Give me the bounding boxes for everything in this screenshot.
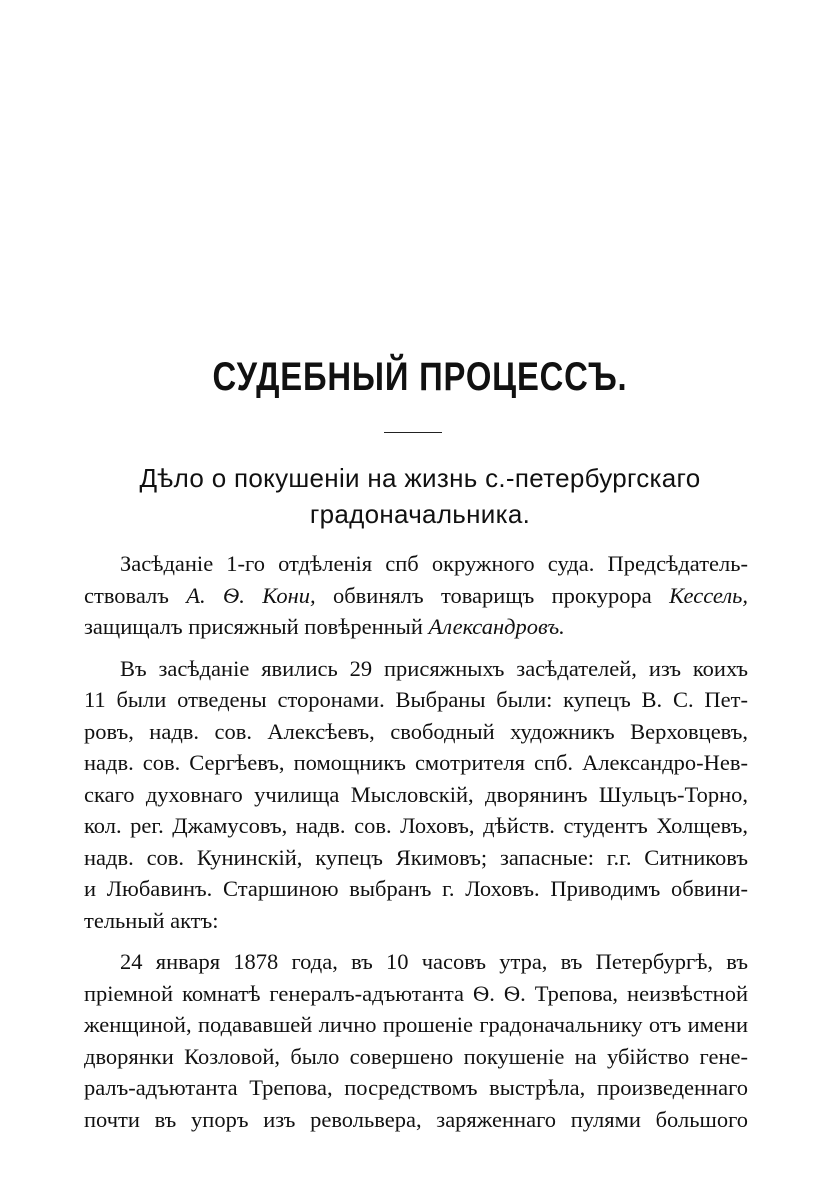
paragraph-2-line-5: скаго духовнаго училища Мысловскiй, дворянинъ Шульцъ-Торно, [84, 781, 748, 807]
subtitle-line-2: градоначальника. [309, 499, 531, 529]
paragraph-2-line-4: надв. сов. Сергѣевъ, помощникъ смотрителя спб. Александро-Нев- [84, 750, 748, 775]
presiding-judge-name: А. Ѳ. Кони, [186, 582, 316, 608]
text-segment: обвинялъ товарищъ прокурора [332, 582, 652, 608]
paragraph-2-line-2: 11 были отведены сторонами. Выбраны были: купецъ В. С. Пет- [84, 687, 748, 712]
paragraph-1-line-1: Засѣданiе 1-го отдѣленiя спб окружного суда. Предсѣдатель- [120, 551, 748, 576]
paragraph-1-line-3 [84, 611, 748, 643]
paragraph-2-line-3: ровъ, надв. сов. Алексѣевъ, свободный художникъ Верховцевъ, [84, 718, 748, 744]
text-segment: защищалъ присяжный повѣренный [84, 614, 423, 639]
paragraph-2-line-7: надв. сов. Кунинскiй, купецъ Якимовъ; запасные: г.г. Ситниковъ [84, 844, 748, 870]
paragraph-3-line-5: ралъ-адъютанта Трепова, посредствомъ выстрѣла, произведеннаго [84, 1075, 748, 1100]
paragraph-2-line-1: Въ засѣданiе явились 29 присяжныхъ засѣдателей, изъ коихъ [120, 655, 748, 681]
subtitle-line-1: Дѣло о покушенiи на жизнь с.-петербургскаго [139, 463, 701, 493]
page-title: СУДЕБНЫЙ ПРОЦЕССЪ. [212, 355, 628, 399]
paragraph-2-line-8: и Любавинъ. Старшиною выбранъ г. Лоховъ. Приводимъ обвини- [84, 876, 748, 901]
paragraph-3-line-2: прiемной комнатѣ генералъ-адъютанта Ѳ. Ѳ. Трепова, неизвѣстной [84, 980, 748, 1006]
paragraph-3-line-6: почти въ упоръ изъ револьвера, заряженнаго пулями большого [84, 1106, 748, 1132]
paragraph-2-line-9: тельный актъ: [84, 907, 219, 933]
paragraph-1-line-2 [84, 580, 748, 612]
paragraph-3-line-4: дворянки Козловой, было совершено покушенiе на убiйство гене- [84, 1043, 748, 1069]
title-divider [384, 432, 442, 433]
text-segment: ствовалъ [84, 582, 169, 608]
body-text [84, 548, 748, 1135]
paragraph-3-line-3: женщиной, подававшей лично прошенiе градоначальнику отъ имени [84, 1012, 748, 1037]
prosecutor-name: Кессель, [669, 582, 749, 608]
paragraph-3-line-1: 24 января 1878 года, въ 10 часовъ утра, въ Петербургѣ, въ [120, 949, 748, 974]
paragraph-2-line-6: кол. рег. Джамусовъ, надв. сов. Лоховъ, дѣйств. студентъ Холщевъ, [84, 813, 748, 838]
defender-name: Александровъ. [428, 614, 565, 639]
